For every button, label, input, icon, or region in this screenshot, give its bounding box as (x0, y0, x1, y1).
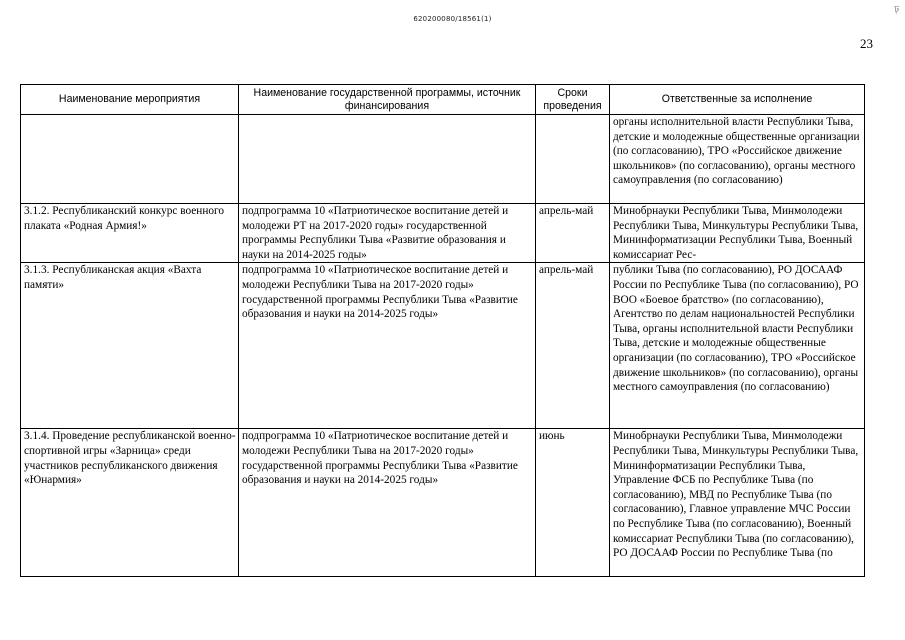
cell-term: апрель-май (536, 263, 610, 429)
table-row (21, 204, 865, 263)
cell-responsible: органы исполнительной власти Республики Тыва, детские и молодежные общественные организации (по согласованию), ТРО «Российское движение школьников» (по согласованию), органы местного самоуправления (по согласованию) (610, 115, 865, 204)
cell-responsible: Минобрнауки Республики Тыва, Минмолодежи Республики Тыва, Минкультуры Республики Тыва, Mининформатизации Республики Тыва, Управление ФСБ по Республике Тыва (по согласованию), МВД по Республике Тыва (по согласованию), Главное управление МЧС России по Республике Тыва (по согласованию), Военный комиссариат Республики Тыва (по согласованию), РО ДОСААФ России по Республике Тыва (по (610, 429, 865, 577)
table-row (21, 263, 865, 429)
cell-term: июнь (536, 429, 610, 577)
corner-mark: ঢ় (894, 5, 899, 15)
table-row (21, 429, 865, 577)
cell-event-name: 3.1.4. Проведение республиканской военно-спортивной игры «Зарница» среди участников республиканского движения «Юнармия» (21, 429, 239, 577)
cell-program: подпрограмма 10 «Патриотическое воспитание детей и молодежи Республики Тыва на 2017-2020 годы» государственной программы Республики Тыва «Развитие образования и науки на 2014-2025 годы» (239, 263, 536, 429)
events-table (20, 84, 865, 577)
cell-event-name: 3.1.3. Республиканская акция «Вахта памяти» (21, 263, 239, 429)
cell-program (239, 115, 536, 204)
header-event-name: Наименование мероприятия (21, 85, 239, 115)
cell-responsible: публики Тыва (по согласованию), РО ДОСААФ России по Республике Тыва (по согласованию), РО ВОО «Боевое братство» (по согласованию), Агентство по делам национальностей Республики Тыва, органы исполнительной власти Республики Тыва, детские и молодежные общественные организации (по согласованию), ТРО «Российское движение школьников» (по согласованию), органы местного самоуправления (по согласованию) (610, 263, 865, 429)
cell-term: апрель-май (536, 204, 610, 263)
cell-event-name (21, 115, 239, 204)
cell-program: подпрограмма 10 «Патриотическое воспитание детей и молодежи Республики Тыва на 2017-2020 годы» государственной программы Республики Тыва «Развитие образования и науки на 2014-2025 годы» (239, 429, 536, 577)
table-header-row (21, 85, 865, 115)
page-number: 23 (860, 36, 873, 51)
document-code: 620200080/18561(1) (413, 15, 492, 23)
cell-responsible: Минобрнауки Республики Тыва, Минмолодежи Республики Тыва, Минкультуры Республики Тыва, Mининформатизации Республики Тыва, Военный комиссариат Рес- (610, 204, 865, 263)
cell-program: подпрограмма 10 «Патриотическое воспитание детей и молодежи РТ на 2017-2020 годы» государственной программы Республики Тыва «Развитие образования и науки на 2014-2025 годы» (239, 204, 536, 263)
header-program: Наименование государственной программы, источник финансирования (239, 85, 536, 115)
header-terms: Сроки проведения (536, 85, 610, 115)
header-responsible: Ответственные за исполнение (610, 85, 865, 115)
cell-event-name: 3.1.2. Республиканский конкурс военного плаката «Родная Армия!» (21, 204, 239, 263)
cell-term (536, 115, 610, 204)
table-row (21, 115, 865, 204)
